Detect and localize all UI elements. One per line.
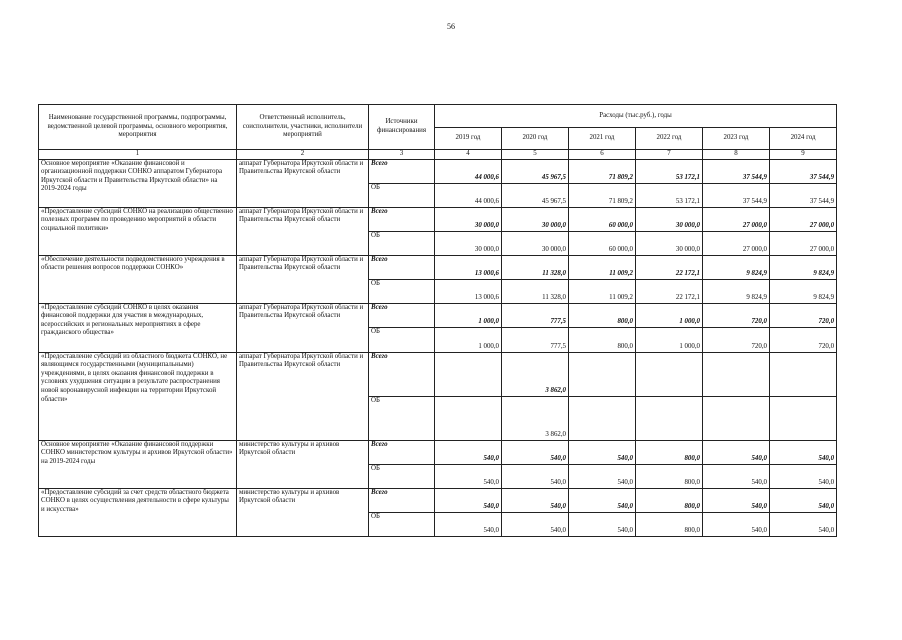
ob-amount: 540,0	[435, 464, 502, 488]
total-amount: 30 000,0	[502, 207, 569, 231]
total-amount: 800,0	[636, 488, 703, 512]
total-amount: 9 824,9	[770, 255, 837, 279]
total-amount	[569, 352, 636, 396]
total-amount: 27 000,0	[703, 207, 770, 231]
column-index: 1	[39, 150, 237, 160]
total-amount: 540,0	[770, 440, 837, 464]
total-amount: 540,0	[569, 440, 636, 464]
total-amount: 30 000,0	[636, 207, 703, 231]
total-amount: 800,0	[569, 303, 636, 327]
source-total-label: Всего	[369, 303, 435, 327]
total-amount: 540,0	[435, 488, 502, 512]
ob-amount: 800,0	[636, 512, 703, 536]
header-year: 2024 год	[770, 128, 837, 150]
ob-amount	[569, 396, 636, 440]
header-year: 2020 год	[502, 128, 569, 150]
source-total-label: Всего	[369, 159, 435, 183]
ob-amount: 3 862,0	[502, 396, 569, 440]
ob-amount: 800,0	[569, 327, 636, 352]
total-amount	[435, 352, 502, 396]
ob-amount: 9 824,9	[703, 279, 770, 303]
total-amount: 1 000,0	[435, 303, 502, 327]
ob-amount: 30 000,0	[502, 231, 569, 255]
source-ob-label: ОБ	[369, 231, 435, 255]
header-year: 2019 год	[435, 128, 502, 150]
table-row	[39, 440, 837, 464]
responsible-executor: аппарат Губернатора Иркутской области и Правительства Иркутской области	[237, 255, 369, 303]
column-index: 6	[569, 150, 636, 160]
responsible-executor: аппарат Губернатора Иркутской области и Правительства Иркутской области	[237, 352, 369, 440]
header-name: Наименование государственной программы, подпрограммы, ведомственной целевой программы, основного мероприятия, мероприятия	[39, 105, 237, 150]
total-amount: 540,0	[502, 440, 569, 464]
ob-amount: 540,0	[770, 464, 837, 488]
total-amount: 1 000,0	[636, 303, 703, 327]
total-amount: 540,0	[703, 440, 770, 464]
total-amount	[770, 352, 837, 396]
column-index: 7	[636, 150, 703, 160]
ob-amount: 540,0	[569, 464, 636, 488]
activity-name: «Предоставление субсидий СОНКО в целях оказания финансовой поддержки для участия в международных, всероссийских и региональных мероприятиях в сфере гражданского общества»	[39, 303, 237, 352]
total-amount: 30 000,0	[435, 207, 502, 231]
source-ob-label: ОБ	[369, 512, 435, 536]
header-sources: Источники финансирования	[369, 105, 435, 150]
total-amount: 800,0	[636, 440, 703, 464]
header-responsible: Ответственный исполнитель, соисполнители, участники, исполнители мероприятий	[237, 105, 369, 150]
source-total-label: Всего	[369, 488, 435, 512]
column-index: 3	[369, 150, 435, 160]
activity-name: Основное мероприятие «Оказание финансовой и организационной поддержки СОНКО аппаратом Губернатора Иркутской области и Правительства Иркутской области» на 2019-2024 годы	[39, 159, 237, 207]
total-amount: 777,5	[502, 303, 569, 327]
ob-amount: 540,0	[435, 512, 502, 536]
total-amount: 37 544,9	[770, 159, 837, 183]
total-amount: 37 544,9	[703, 159, 770, 183]
total-amount: 540,0	[435, 440, 502, 464]
column-index: 4	[435, 150, 502, 160]
source-total-label: Всего	[369, 352, 435, 396]
source-ob-label: ОБ	[369, 396, 435, 440]
column-index: 5	[502, 150, 569, 160]
ob-amount: 44 000,6	[435, 183, 502, 207]
total-amount: 540,0	[770, 488, 837, 512]
responsible-executor: аппарат Губернатора Иркутской области и Правительства Иркутской области	[237, 303, 369, 352]
ob-amount	[636, 396, 703, 440]
activity-name: Основное мероприятие «Оказание финансовой поддержки СОНКО министерством культуры и архивов Иркутской области» на 2019-2024 годы	[39, 440, 237, 488]
table-row	[39, 159, 837, 183]
activity-name: «Предоставление субсидий из областного бюджета СОНКО, не являющимся государственными (муниципальными) учреждениями, в целях оказания финансовой поддержки в условиях ухудшения ситуации в результате распространения новой коронавирусной инфекции на территории Иркутской области»	[39, 352, 237, 440]
ob-amount: 71 809,2	[569, 183, 636, 207]
header-year: 2021 год	[569, 128, 636, 150]
total-amount: 720,0	[703, 303, 770, 327]
ob-amount: 45 967,5	[502, 183, 569, 207]
total-amount: 540,0	[703, 488, 770, 512]
column-index: 8	[703, 150, 770, 160]
source-ob-label: ОБ	[369, 464, 435, 488]
total-amount: 720,0	[770, 303, 837, 327]
ob-amount: 53 172,1	[636, 183, 703, 207]
ob-amount: 540,0	[502, 512, 569, 536]
total-amount: 11 009,2	[569, 255, 636, 279]
ob-amount: 720,0	[703, 327, 770, 352]
total-amount: 53 172,1	[636, 159, 703, 183]
total-amount: 71 809,2	[569, 159, 636, 183]
ob-amount: 1 000,0	[435, 327, 502, 352]
header-year: 2023 год	[703, 128, 770, 150]
ob-amount: 13 000,6	[435, 279, 502, 303]
total-amount	[703, 352, 770, 396]
table-row	[39, 207, 837, 231]
total-amount: 45 967,5	[502, 159, 569, 183]
ob-amount: 1 000,0	[636, 327, 703, 352]
total-amount: 60 000,0	[569, 207, 636, 231]
total-amount: 22 172,1	[636, 255, 703, 279]
total-amount: 9 824,9	[703, 255, 770, 279]
source-total-label: Всего	[369, 255, 435, 279]
source-ob-label: ОБ	[369, 183, 435, 207]
ob-amount: 22 172,1	[636, 279, 703, 303]
column-index: 9	[770, 150, 837, 160]
total-amount: 27 000,0	[770, 207, 837, 231]
total-amount	[636, 352, 703, 396]
ob-amount: 777,5	[502, 327, 569, 352]
activity-name: «Предоставление субсидий за счет средств областного бюджета СОНКО в целях осуществления деятельности в сфере культуры и искусства»	[39, 488, 237, 536]
source-total-label: Всего	[369, 440, 435, 464]
ob-amount: 800,0	[636, 464, 703, 488]
ob-amount: 60 000,0	[569, 231, 636, 255]
total-amount: 540,0	[502, 488, 569, 512]
table-row	[39, 303, 837, 327]
activity-name: «Предоставление субсидий СОНКО на реализацию общественно полезных программ по проведению мероприятий в области социальной политики»	[39, 207, 237, 255]
responsible-executor: министерство культуры и архивов Иркутской области	[237, 488, 369, 536]
ob-amount: 720,0	[770, 327, 837, 352]
ob-amount: 30 000,0	[636, 231, 703, 255]
table-row	[39, 488, 837, 512]
header-year: 2022 год	[636, 128, 703, 150]
ob-amount: 540,0	[502, 464, 569, 488]
responsible-executor: министерство культуры и архивов Иркутской области	[237, 440, 369, 488]
total-amount: 44 000,6	[435, 159, 502, 183]
ob-amount: 11 009,2	[569, 279, 636, 303]
ob-amount	[435, 396, 502, 440]
column-index-row	[39, 150, 837, 160]
header-expenses: Расходы (тыс.руб.), годы	[435, 105, 837, 128]
ob-amount: 30 000,0	[435, 231, 502, 255]
total-amount: 3 862,0	[502, 352, 569, 396]
ob-amount: 540,0	[703, 464, 770, 488]
page-number: 56	[447, 22, 455, 31]
column-index: 2	[237, 150, 369, 160]
budget-table	[38, 104, 837, 537]
ob-amount	[770, 396, 837, 440]
source-ob-label: ОБ	[369, 327, 435, 352]
source-ob-label: ОБ	[369, 279, 435, 303]
ob-amount: 37 544,9	[770, 183, 837, 207]
table-row	[39, 255, 837, 279]
ob-amount: 9 824,9	[770, 279, 837, 303]
ob-amount	[703, 396, 770, 440]
total-amount: 540,0	[569, 488, 636, 512]
ob-amount: 27 000,0	[770, 231, 837, 255]
total-amount: 13 000,6	[435, 255, 502, 279]
ob-amount: 11 328,0	[502, 279, 569, 303]
total-amount: 11 328,0	[502, 255, 569, 279]
activity-name: «Обеспечение деятельности подведомственного учреждения в области решения вопросов поддержки СОНКО»	[39, 255, 237, 303]
responsible-executor: аппарат Губернатора Иркутской области и Правительства Иркутской области	[237, 159, 369, 207]
responsible-executor: аппарат Губернатора Иркутской области и Правительства Иркутской области	[237, 207, 369, 255]
ob-amount: 27 000,0	[703, 231, 770, 255]
ob-amount: 540,0	[703, 512, 770, 536]
ob-amount: 540,0	[770, 512, 837, 536]
ob-amount: 540,0	[569, 512, 636, 536]
source-total-label: Всего	[369, 207, 435, 231]
ob-amount: 37 544,9	[703, 183, 770, 207]
table-row	[39, 352, 837, 396]
table-body	[39, 159, 837, 536]
